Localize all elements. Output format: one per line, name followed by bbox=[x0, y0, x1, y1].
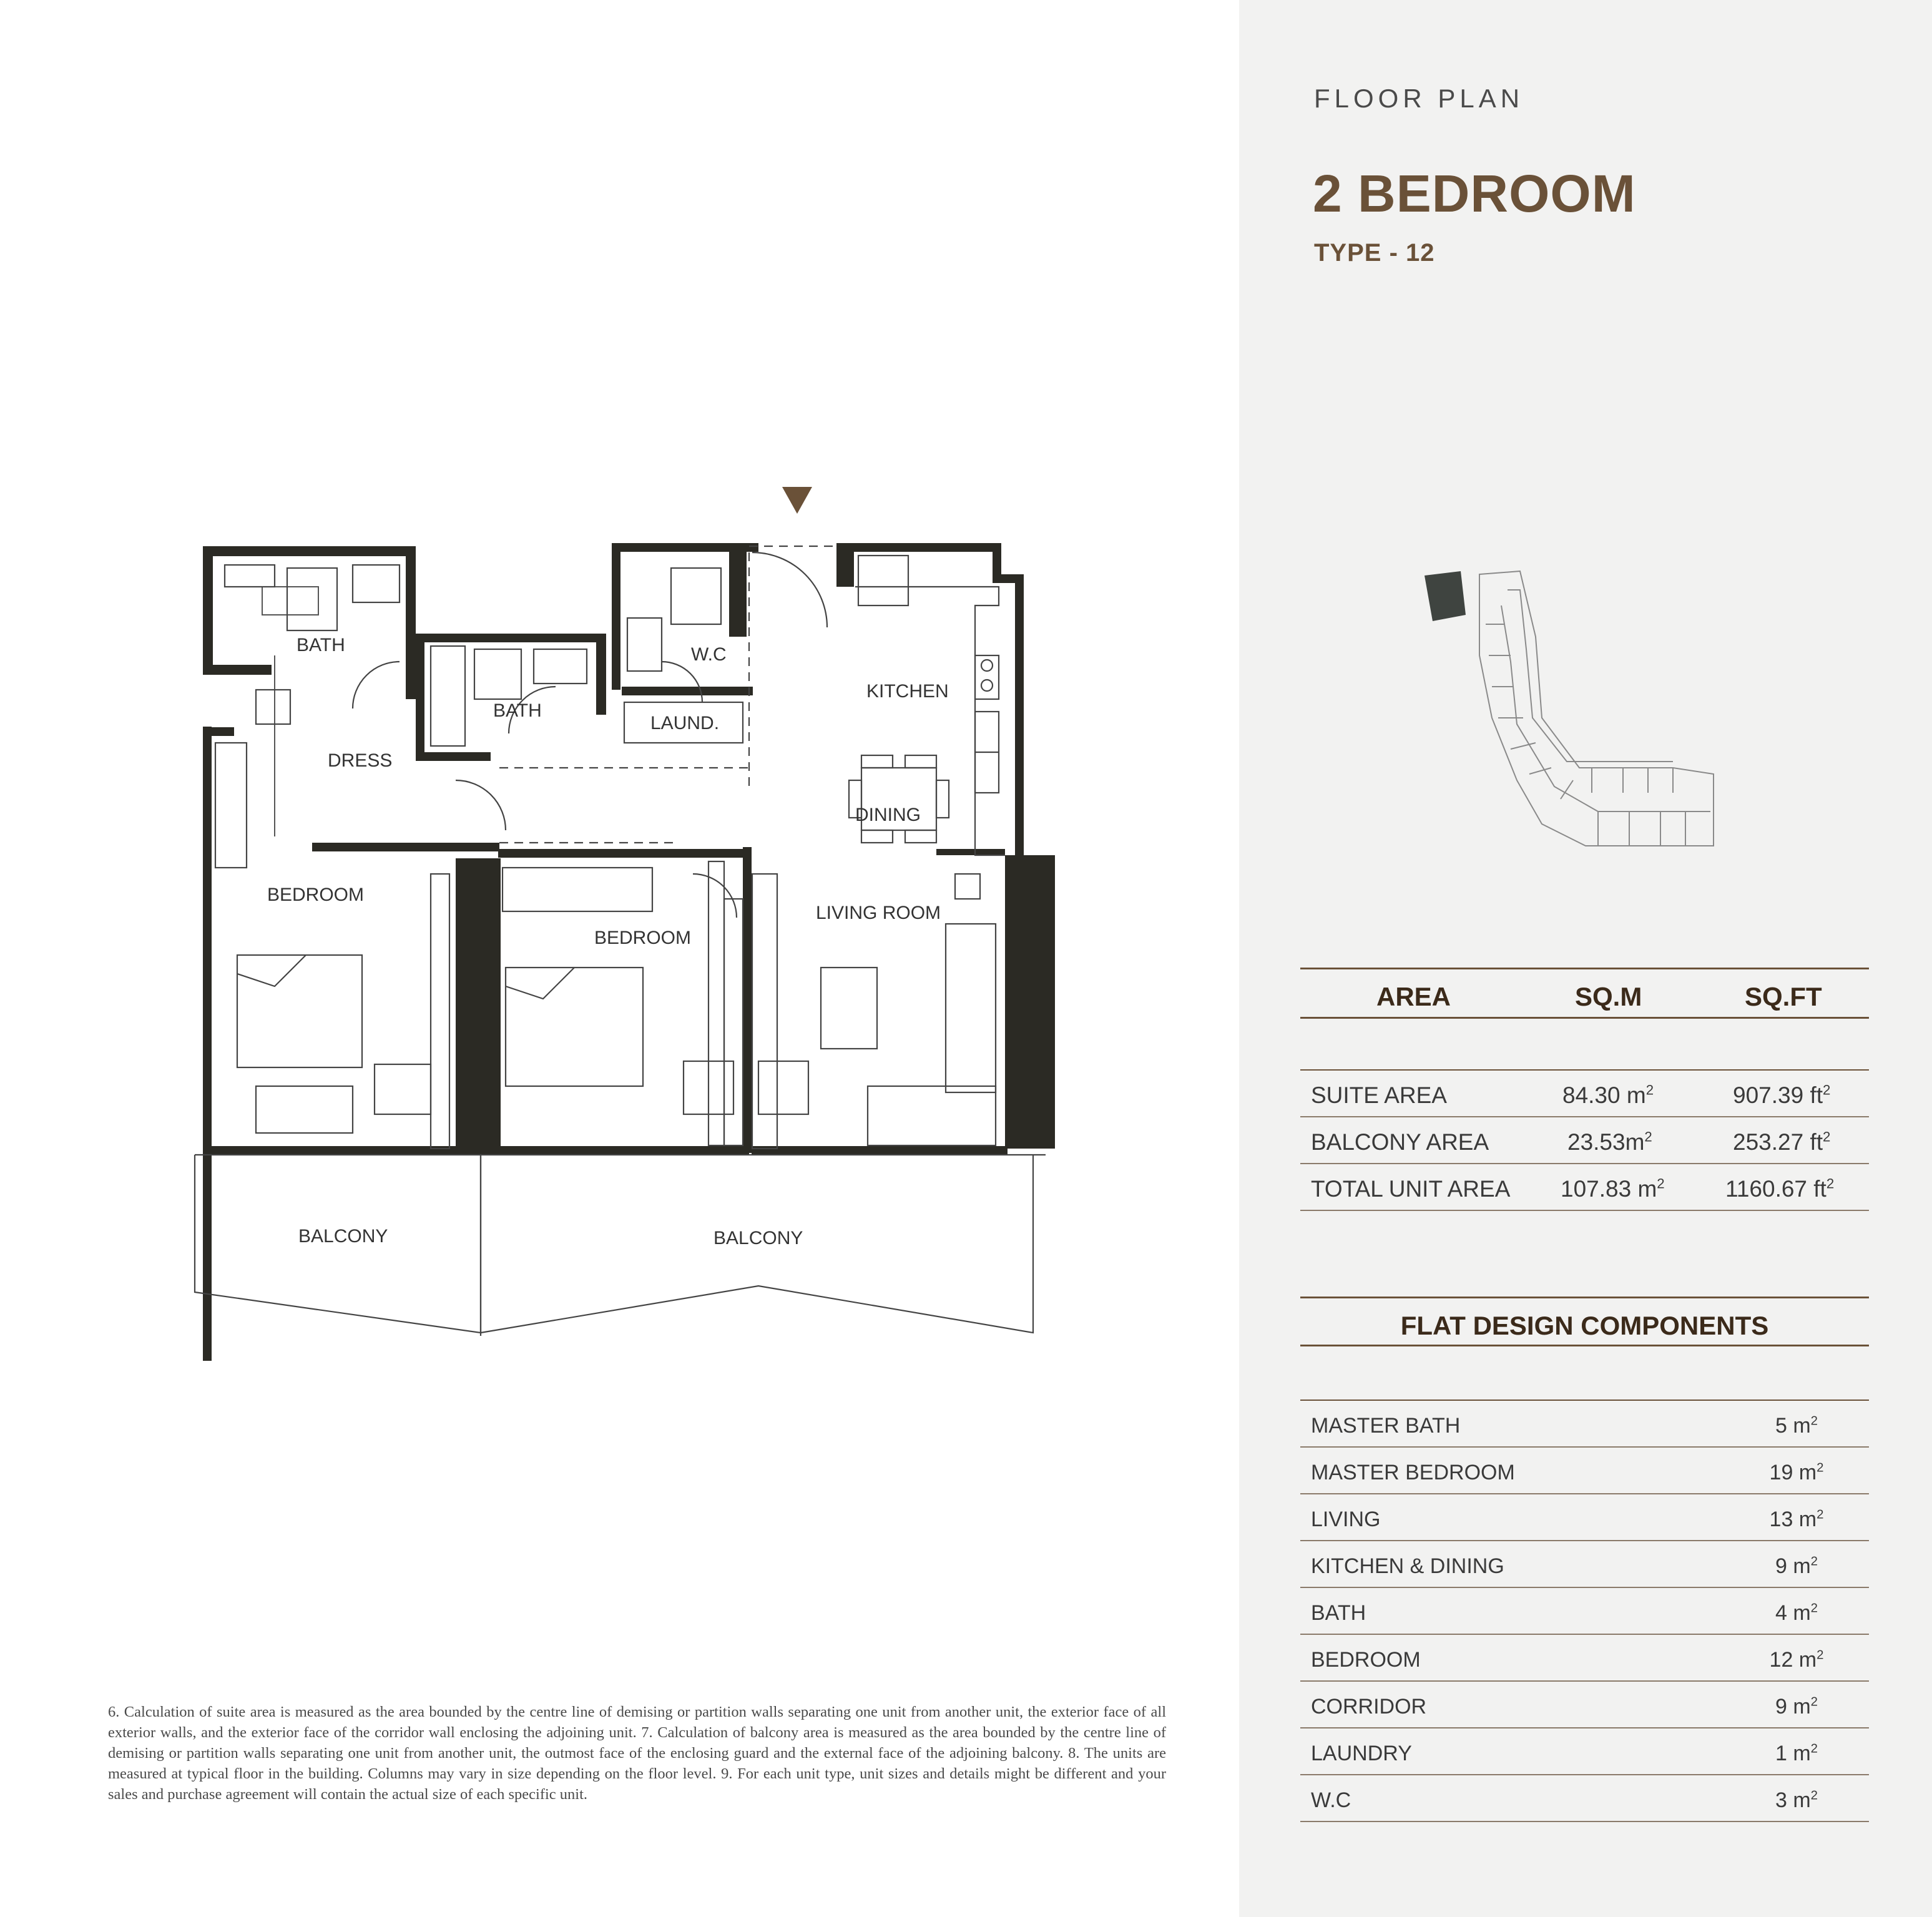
room-label-master-bedroom: BEDROOM bbox=[267, 885, 365, 905]
row-sqm: $23.53m^2$ bbox=[1567, 1129, 1652, 1155]
components-spacer bbox=[1300, 1346, 1869, 1401]
table-row bbox=[1300, 1682, 1869, 1728]
row-sqm: 107.83 $m^2$ bbox=[1561, 1175, 1665, 1202]
row-label: BATH bbox=[1311, 1601, 1366, 1625]
table-row bbox=[1300, 1635, 1869, 1682]
row-value: 13 $m^2$ bbox=[1769, 1508, 1824, 1531]
table-row bbox=[1300, 1541, 1869, 1588]
room-label-master-bath: BATH bbox=[297, 635, 345, 655]
room-label-second-bath: BATH bbox=[493, 700, 542, 721]
table-row bbox=[1300, 1448, 1869, 1494]
row-label: TOTAL UNIT AREA bbox=[1311, 1176, 1511, 1202]
page-title: 2 BEDROOM bbox=[1313, 164, 1636, 223]
table-row bbox=[1300, 1117, 1869, 1164]
row-label: SUITE AREA bbox=[1311, 1082, 1447, 1108]
table-row bbox=[1300, 1588, 1869, 1635]
unit-highlight bbox=[1424, 571, 1466, 621]
table-row bbox=[1300, 1775, 1869, 1822]
row-label: LIVING bbox=[1311, 1508, 1381, 1531]
row-label: W.C bbox=[1311, 1788, 1351, 1812]
row-value: 12 $m^2$ bbox=[1769, 1648, 1824, 1672]
page-eyebrow: FLOOR PLAN bbox=[1314, 84, 1524, 113]
building-key-plan-icon bbox=[1411, 562, 1723, 861]
row-value: 9 $m^2$ bbox=[1775, 1554, 1818, 1578]
room-label-living-room: LIVING ROOM bbox=[816, 903, 941, 923]
table-row bbox=[1300, 1728, 1869, 1775]
floor-plan-drawing bbox=[187, 474, 1061, 1361]
table-row bbox=[1300, 1494, 1869, 1541]
row-value: 1 $m^2$ bbox=[1775, 1742, 1818, 1765]
area-table bbox=[1300, 968, 1869, 1211]
header-sqm: SQ.M bbox=[1575, 982, 1642, 1011]
row-label: KITCHEN & DINING bbox=[1311, 1554, 1504, 1578]
header-sqft: SQ.FT bbox=[1745, 982, 1822, 1011]
row-value: 3 $m^2$ bbox=[1775, 1788, 1818, 1812]
room-label-kitchen: KITCHEN bbox=[866, 681, 949, 702]
room-label-balcony-left: BALCONY bbox=[298, 1226, 388, 1247]
table-row bbox=[1300, 1071, 1869, 1117]
row-sqft: 907.39 $ft^2$ bbox=[1733, 1082, 1831, 1108]
footnote-disclaimer: 6. Calculation of suite area is measured as the area bounded by the centre line of demising or partition walls separating one unit from another unit, the exterior face of all exterior walls, and the exterior face of the corridor wall enclosing the adjoining unit. 7. Calculation of balcony area is measured as the area bounded by the centre line of demising or partition walls separating one unit from another unit, the outmost face of the enclosing guard and the external face of the adjoining balcony. 8. The units are measured at typical floor in the building. Columns may vary in size depending on the floor level. 9. For each unit type, unit sizes and details might be different and your sales and purchase agreement will contain the actual size of each specific unit. bbox=[108, 1704, 1166, 1803]
row-label: LAUNDRY bbox=[1311, 1742, 1412, 1765]
row-label: CORRIDOR bbox=[1311, 1695, 1427, 1718]
room-label-laundry: LAUND. bbox=[650, 713, 720, 733]
row-value: 9 $m^2$ bbox=[1775, 1695, 1818, 1718]
row-sqft: 253.27 $ft^2$ bbox=[1733, 1129, 1831, 1155]
row-sqft: 1160.67 $ft^2$ bbox=[1725, 1175, 1835, 1202]
entrance-arrow-icon bbox=[782, 487, 812, 514]
room-label-dress: DRESS bbox=[328, 750, 393, 771]
room-label-dining: DINING bbox=[855, 805, 921, 825]
row-label: BEDROOM bbox=[1311, 1648, 1421, 1672]
row-label: BALCONY AREA bbox=[1311, 1129, 1489, 1155]
unit-type: TYPE - 12 bbox=[1314, 239, 1435, 267]
area-table-header bbox=[1300, 968, 1869, 1019]
row-value: 4 $m^2$ bbox=[1775, 1601, 1818, 1625]
components-table bbox=[1300, 1297, 1869, 1822]
components-title: FLAT DESIGN COMPONENTS bbox=[1300, 1297, 1869, 1346]
table-row bbox=[1300, 1164, 1869, 1211]
row-value: 5 $m^2$ bbox=[1775, 1414, 1818, 1438]
room-label-balcony-right: BALCONY bbox=[713, 1228, 803, 1248]
room-label-wc: W.C bbox=[691, 644, 727, 665]
header-area: AREA bbox=[1376, 982, 1451, 1011]
row-label: MASTER BATH bbox=[1311, 1414, 1461, 1438]
room-label-second-bedroom: BEDROOM bbox=[594, 928, 692, 948]
row-sqm: 84.30 $m^2$ bbox=[1562, 1082, 1654, 1108]
table-row bbox=[1300, 1401, 1869, 1448]
row-value: 19 $m^2$ bbox=[1769, 1461, 1824, 1484]
area-table-spacer bbox=[1300, 1019, 1869, 1071]
row-label: MASTER BEDROOM bbox=[1311, 1461, 1515, 1484]
